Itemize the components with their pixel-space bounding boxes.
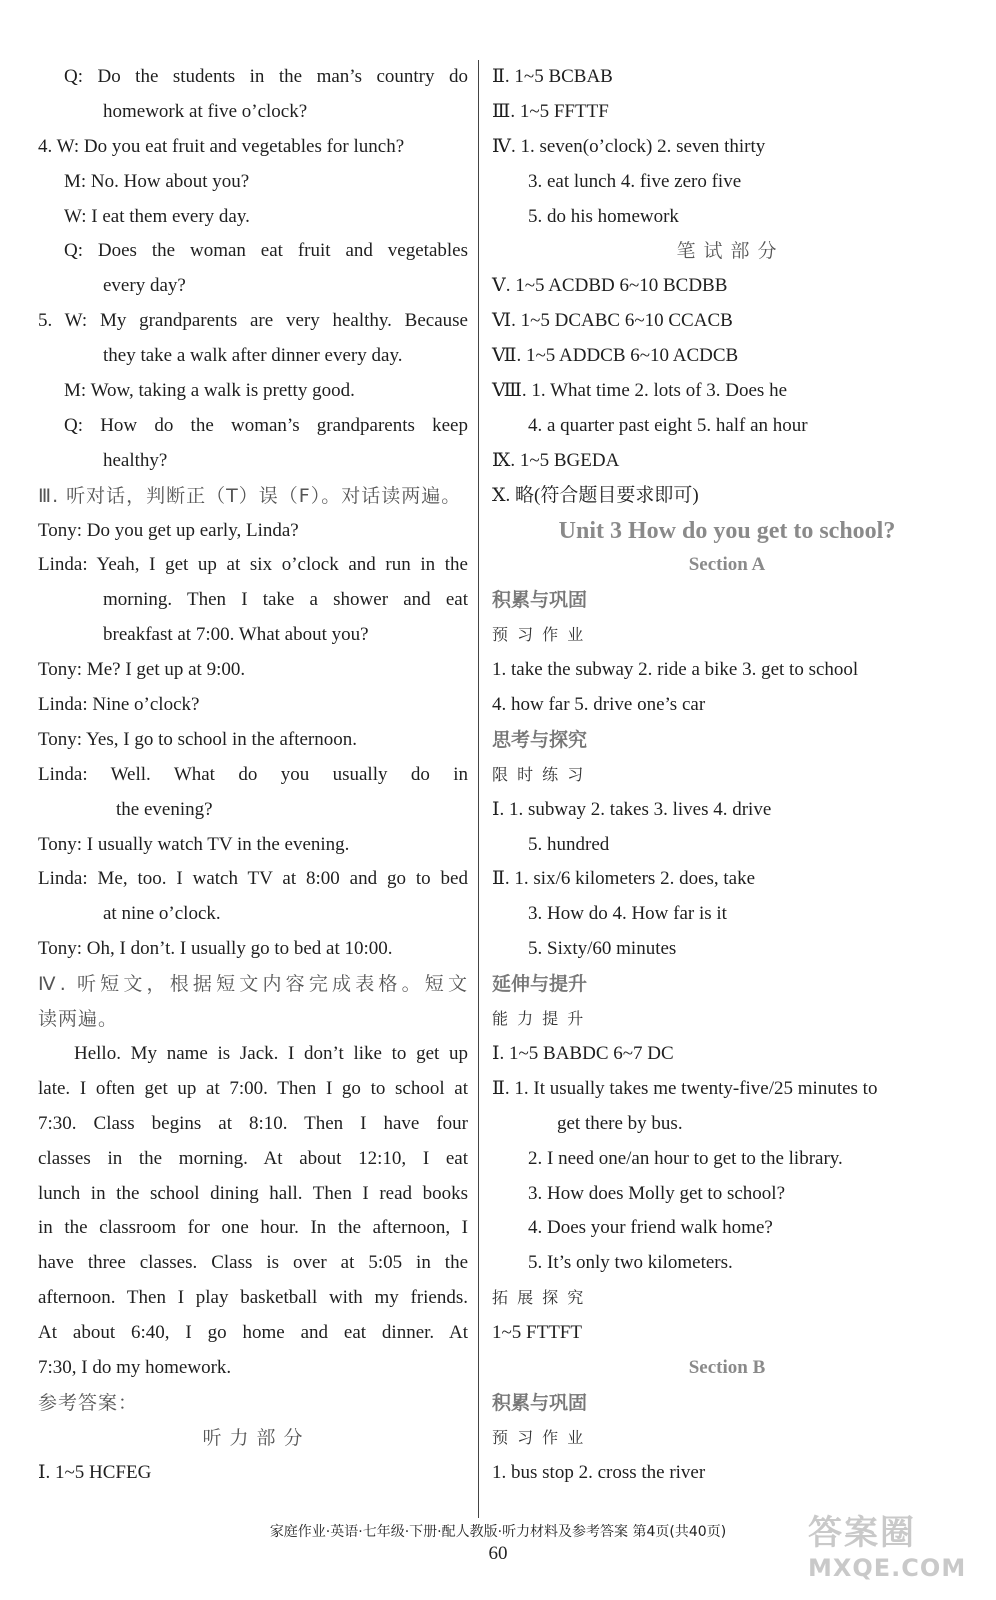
right-line: get there by bus. xyxy=(557,1112,683,1134)
right-line: Ⅷ. 1. What time 2. lots of 3. Does he xyxy=(492,380,788,402)
left-line: 5. W: My grandparents are very healthy. Because xyxy=(38,310,468,332)
right-line: 3. How do 4. How far is it xyxy=(528,903,727,925)
left-line: Q: Do the students in the man’s country do xyxy=(64,66,468,87)
left-line: Ⅳ. 听短文，根据短文内容完成表格。短文 xyxy=(38,973,468,996)
column-divider xyxy=(478,60,479,1518)
right-line: 限 时 练 习 xyxy=(492,764,586,784)
right-line: 能 力 提 升 xyxy=(492,1009,586,1029)
right-line: 5. hundred xyxy=(528,833,610,855)
left-line: in the classroom for one hour. In the afternoon, I xyxy=(38,1217,468,1239)
right-line: 4. Does your friend walk home? xyxy=(528,1217,773,1239)
left-line: Linda: Me, too. I watch TV at 8:00 and go to bed xyxy=(38,868,468,890)
left-line: lunch in the school dining hall. Then I read books xyxy=(38,1182,468,1204)
right-line: Unit 3 How do you get to school? xyxy=(558,517,896,544)
left-line: Tony: Yes, I go to school in the afternoon. xyxy=(38,728,358,750)
right-line: 积累与巩固 xyxy=(492,1391,588,1414)
left-line: M: No. How about you? xyxy=(64,170,250,192)
right-line: Ⅰ. 1. subway 2. takes 3. lives 4. drive xyxy=(492,798,772,820)
left-line: Tony: Oh, I don’t. I usually go to bed at 10:00. xyxy=(38,938,393,960)
right-line: Ⅳ. 1. seven(o’clock) 2. seven thirty xyxy=(492,135,766,157)
left-line: every day? xyxy=(103,275,186,297)
page-number: 60 xyxy=(488,1543,508,1564)
left-line: Hello. My name is Jack. I don’t like to get up xyxy=(74,1042,468,1064)
left-column xyxy=(38,60,468,1491)
left-line: morning. Then I take a shower and eat xyxy=(103,589,468,611)
left-line: M: Wow, taking a walk is pretty good. xyxy=(64,380,355,402)
page-footer: 家庭作业·英语·七年级·下册·配人教版·听力材料及参考答案 第4页(共40页) xyxy=(269,1524,727,1540)
right-line: Ⅸ. 1~5 BGEDA xyxy=(492,449,620,471)
left-line: Ⅲ. 听对话，判断正（T）误（F）。对话读两遍。 xyxy=(38,484,462,507)
right-line: 拓 展 探 究 xyxy=(492,1288,586,1308)
left-line: 7:30, I do my homework. xyxy=(38,1356,232,1378)
right-line: Ⅴ. 1~5 ACDBD 6~10 BCDBB xyxy=(492,275,728,297)
left-line: Ⅰ. 1~5 HCFEG xyxy=(38,1461,152,1483)
left-line: afternoon. Then I play basketball with my friends. xyxy=(38,1287,468,1309)
watermark-top-text: 答案圈 xyxy=(808,1513,916,1553)
left-line: they take a walk after dinner every day. xyxy=(103,345,403,367)
left-line: Tony: Me? I get up at 9:00. xyxy=(38,659,246,681)
right-line: Ⅱ. 1~5 BCBAB xyxy=(492,66,613,87)
left-line: Tony: Do you get up early, Linda? xyxy=(38,519,299,541)
right-line: 3. eat lunch 4. five zero five xyxy=(528,170,742,192)
right-line: 2. I need one/an hour to get to the library. xyxy=(528,1147,843,1169)
left-line: 4. W: Do you eat fruit and vegetables for lunch? xyxy=(38,135,405,157)
right-line: 5. do his homework xyxy=(528,205,679,227)
left-line: W: I eat them every day. xyxy=(64,205,250,227)
left-line: healthy? xyxy=(103,449,168,471)
right-line: Ⅹ. 略(符合题目要求即可) xyxy=(492,484,699,506)
left-line: Linda: Well. What do you usually do in xyxy=(38,763,468,785)
right-line: 4. a quarter past eight 5. half an hour xyxy=(528,414,808,436)
right-line: Section A xyxy=(688,554,766,576)
right-line: 1~5 FTTFT xyxy=(492,1322,582,1344)
right-line: 预 习 作 业 xyxy=(492,1427,586,1447)
left-line: the evening? xyxy=(116,798,213,820)
right-line: Ⅱ. 1. six/6 kilometers 2. does, take xyxy=(492,868,756,890)
watermark-bottom-text: MXQE.COM xyxy=(808,1554,967,1582)
right-line: Ⅰ. 1~5 BABDC 6~7 DC xyxy=(492,1042,674,1064)
left-line: late. I often get up at 7:00. Then I go to school at xyxy=(38,1077,468,1099)
left-line: 7:30. Class begins at 8:10. Then I have four xyxy=(38,1112,468,1134)
left-line: breakfast at 7:00. What about you? xyxy=(103,624,369,646)
left-line: classes in the morning. At about 12:10, I eat xyxy=(38,1147,468,1169)
right-line: 4. how far 5. drive one’s car xyxy=(492,694,706,716)
left-line: At about 6:40, I go home and eat dinner. At xyxy=(38,1322,468,1344)
left-line: 参考答案： xyxy=(38,1391,139,1414)
left-line: Linda: Yeah, I get up at six o’clock and run in the xyxy=(38,554,468,576)
left-line: at nine o’clock. xyxy=(103,903,221,925)
right-line: 1. take the subway 2. ride a bike 3. get to school xyxy=(492,659,859,681)
right-line: 笔 试 部 分 xyxy=(676,240,778,263)
right-line: 积累与巩固 xyxy=(492,589,588,612)
right-line: Ⅵ. 1~5 DCABC 6~10 CCACB xyxy=(492,310,733,332)
left-line: Q: How do the woman’s grandparents keep xyxy=(64,414,468,436)
left-line: 听 力 部 分 xyxy=(202,1426,304,1449)
right-line: Ⅱ. 1. It usually takes me twenty-five/25 minutes to xyxy=(492,1077,878,1099)
right-line: Ⅲ. 1~5 FFTTF xyxy=(492,100,609,122)
left-line: homework at five o’clock? xyxy=(103,100,308,122)
left-line: Linda: Nine o’clock? xyxy=(38,694,200,716)
right-line: 5. It’s only two kilometers. xyxy=(528,1252,733,1274)
right-line: 延伸与提升 xyxy=(492,973,588,996)
left-line: Q: Does the woman eat fruit and vegetables xyxy=(64,240,468,262)
left-line: 读两遍。 xyxy=(38,1008,119,1031)
right-line: Section B xyxy=(688,1356,766,1378)
right-line: 5. Sixty/60 minutes xyxy=(528,938,677,960)
right-line: 3. How does Molly get to school? xyxy=(528,1182,786,1204)
right-line: 预 习 作 业 xyxy=(492,625,586,645)
right-line: Ⅶ. 1~5 ADDCB 6~10 ACDCB xyxy=(492,345,739,367)
right-line: 1. bus stop 2. cross the river xyxy=(492,1461,706,1483)
left-line: have three classes. Class is over at 5:05 in the xyxy=(38,1252,468,1274)
watermark-logo xyxy=(808,1505,988,1595)
right-column xyxy=(492,60,962,1491)
left-line: Tony: I usually watch TV in the evening. xyxy=(38,833,350,855)
right-line: 思考与探究 xyxy=(492,728,588,751)
